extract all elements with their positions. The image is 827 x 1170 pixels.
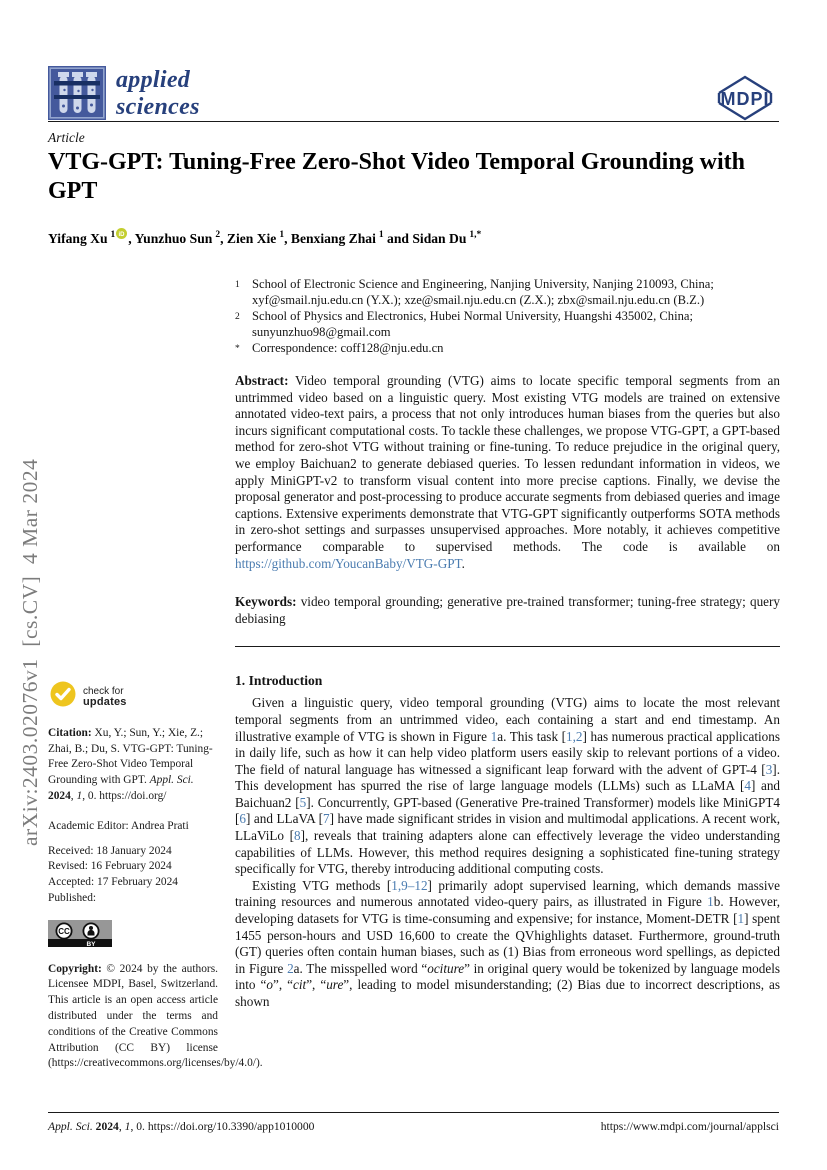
- author-name: Sidan Du: [412, 231, 467, 246]
- figure-ref-link[interactable]: 2: [287, 960, 294, 976]
- body-text: ] has numerous practical applications in daily life, such as how it can help video platform users easily skip to relevant portions of a video. The field of natural language has witnessed a significant leap forward with the advent of GPT-4 [: [235, 728, 781, 777]
- author-separator: ,: [220, 231, 227, 246]
- section-divider: [235, 646, 780, 647]
- citation-ref-link[interactable]: 5: [299, 794, 307, 810]
- author-affil-sup: 1,*: [469, 230, 482, 241]
- citation-ref-link[interactable]: 3: [765, 761, 773, 777]
- citation-ref-link[interactable]: 1: [737, 911, 745, 927]
- figure-ref-link[interactable]: 1: [490, 728, 498, 744]
- author-name: Yifang Xu: [48, 231, 108, 246]
- academic-editor: Academic Editor: Andrea Prati: [48, 819, 189, 832]
- citation-block: Citation: Xu, Y.; Sun, Y.; Xie, Z.; Zhai, B.; Du, S. VTG-GPT: Tuning-Free Zero-Shot Video Temporal Grounding with GPT. Appl. Sci. 2024, 1, 0. https://doi.org/: [48, 726, 213, 802]
- affiliation-list: [235, 276, 780, 357]
- abstract-section: [235, 373, 780, 572]
- affiliation-item: [235, 340, 780, 357]
- citation-ref-link[interactable]: 7: [323, 811, 330, 827]
- footer-divider: [48, 1112, 779, 1113]
- affiliation-marker: 1: [235, 280, 240, 290]
- journal-name: [116, 66, 200, 121]
- body-text: ]. This development has spurred the rise of large language models (LLMs) such as LLaMA [: [235, 761, 780, 794]
- author-affil-sup: 1: [279, 230, 285, 241]
- by-text: BY: [86, 940, 96, 947]
- author-affil-sup: 2: [215, 230, 221, 241]
- abstract-label: Abstract:: [235, 373, 289, 388]
- quoted-word: ociture: [427, 960, 465, 976]
- svg-text:iD: iD: [118, 232, 125, 238]
- orcid-icon[interactable]: [116, 227, 127, 243]
- affiliation-text: School of Electronic Science and Engineering, Nanjing University, Nanjing 210093, China; xyf@smail.nju.edu.cn (Y.X.); xze@smail.nju.edu.cn (Z.X.); zbx@smail.nju.edu.cn (B.Z.): [252, 277, 714, 307]
- citation-ref-link[interactable]: 1,9–12: [391, 877, 428, 893]
- main-column: [235, 276, 780, 1011]
- body-text: ” in original query would be tokenized by language models into “: [235, 960, 781, 993]
- affiliation-text: School of Physics and Electronics, Hubei Normal University, Huangshi 435002, China; sunyunzhuo98@gmail.com: [252, 309, 693, 339]
- affiliation-item: [235, 308, 780, 340]
- quoted-word: cit: [293, 977, 307, 993]
- citation-ref-link[interactable]: 8: [294, 828, 301, 844]
- applied-sciences-logo-icon: [48, 66, 106, 125]
- section-heading-introduction: 1. Introduction: [235, 673, 323, 689]
- keywords-text: video temporal grounding; generative pre-trained transformer; tuning-free strategy; query debiasing: [235, 594, 780, 626]
- page-title: VTG-GPT: Tuning-Free Zero-Shot Video Temporal Grounding with GPT: [48, 149, 746, 204]
- sidebar-column: [48, 681, 263, 1072]
- body-text: Given a linguistic query, video temporal grounding (VTG) aims to locate the most relevant temporal segments from an untrimmed video, each containing a start and end timestamp. An illustrative example of VTG is shown in Figure: [235, 695, 780, 744]
- affiliation-item: [235, 276, 780, 308]
- body-text: ]. Concurrently, GPT-based (Generative Pre-trained Transformer) models like MiniGPT4 [: [235, 794, 780, 827]
- author-separator: ,: [284, 231, 291, 246]
- person-icon: [89, 926, 93, 930]
- body-text: ] spent 1455 person-hours and USD 16,600 to create the QVhighlights dataset. Furthermore, ground-truth (GT) queries often contain human biases, such as (1) Bias from erroneous word spellings, as depicted in Figure: [235, 911, 780, 976]
- check-icon: [50, 681, 76, 713]
- body-text: ] have made significant strides in vision and multimodal applications. A recent work, LLaViLo [: [235, 811, 781, 844]
- figure-ref-link[interactable]: 1: [707, 894, 714, 910]
- check-for-updates-badge[interactable]: [50, 681, 218, 713]
- body-text: ] primarily adopt supervised learning, which demands massive training resources and numerous annotated video-query pairs, as illustrated in Figure: [235, 877, 781, 910]
- author-name: Benxiang Zhai: [290, 231, 376, 246]
- body-text: Existing VTG methods [: [252, 877, 392, 893]
- affiliation-marker: *: [235, 344, 240, 354]
- body-text: ”, leading to model misunderstanding; (2) Bias due to incorrect descriptions, as shown: [235, 977, 780, 1009]
- body-text: ], reveals that training adapters alone can effectively leverage the video understanding capabilities of LLMs. However, this method requires designing a sophisticated fine-tuning strategy specifically for VTG, thereby introducing additional computing costs.: [235, 828, 781, 877]
- arxiv-stamp: arXiv:2403.02076v1 [cs.CV] 4 Mar 2024: [18, 458, 42, 846]
- quoted-word: ure: [326, 977, 344, 993]
- body-text: ] and LLaVA [: [246, 811, 324, 827]
- abstract-text: Video temporal grounding (VTG) aims to locate specific temporal segments from an untrimmed video based on a linguistic query. Most existing VTG models are trained on extensive annotated video-text pairs, a process that not only introduces human biases from the queries but also incurs significant computational costs. To tackle these challenges, we propose VTG-GPT, a GPT-based method for zero-shot VTG without training or fine-tuning. To reduce prejudice in the original query, we employ Baichuan2 to generate debiased queries. To lessen redundant information in videos, we apply MiniGPT-v2 to transform visual content into more precise captions. Finally, we devise the proposal generator and post-processing to produce accurate segments from debiased queries and image captions. Extensive experiments demonstrate that VTG-GPT significantly outperforms SOTA methods in zero-shot settings and surpasses unsupervised approaches. More notably, it achieves competitive performance comparable to supervised methods. The code is available on: [235, 373, 780, 554]
- body-text: b. However, developing datasets for VTG is time-consuming and expensive; for instance, Moment-DETR [: [235, 894, 780, 927]
- author-affil-sup: 1: [110, 230, 116, 241]
- footer: [48, 1120, 779, 1133]
- keywords-label: Keywords:: [235, 594, 297, 610]
- intro-paragraph-1: [235, 695, 780, 878]
- author-line: [48, 227, 481, 247]
- revised-date: Revised: 16 February 2024: [48, 860, 172, 873]
- quoted-word: o: [266, 977, 273, 993]
- journal-logo: [48, 66, 200, 125]
- body-text: a. This task [: [497, 728, 567, 744]
- author-separator: ,: [128, 231, 135, 246]
- citation-ref-link[interactable]: 6: [239, 811, 246, 827]
- citation-ref-link[interactable]: 1,2: [566, 728, 583, 744]
- journal-name-line1: applied: [116, 67, 191, 93]
- cc-text: CC: [58, 926, 70, 936]
- body-text: a. The misspelled word “: [293, 960, 428, 976]
- accepted-date: Accepted: 17 February 2024: [48, 876, 179, 889]
- header-divider: [48, 121, 779, 122]
- citation-ref-link[interactable]: 4: [744, 778, 751, 794]
- affiliation-marker: 2: [235, 312, 240, 322]
- article-history: [48, 844, 218, 907]
- author-name: Zien Xie: [226, 231, 277, 246]
- footer-citation: Appl. Sci. 2024, 1, 0. https://doi.org/10.3390/app1010000: [48, 1120, 315, 1133]
- body-text: ”, “: [306, 977, 327, 993]
- intro-paragraph-2: [235, 878, 780, 1011]
- abstract-text-end: .: [461, 555, 465, 571]
- copyright-block: Copyright: © 2024 by the authors. Licensee MDPI, Basel, Switzerland. This article is an open access article distributed under the terms and conditions of the Creative Commons Attribution (CC BY) license (https://creativecommons.org/licenses/by/4.0/).: [48, 962, 263, 1070]
- author-separator: and: [383, 231, 413, 246]
- copyright-label: Copyright:: [48, 962, 102, 975]
- article-type-label: Article: [48, 130, 85, 145]
- published-date: Published:: [48, 891, 97, 904]
- keywords-section: [235, 594, 780, 627]
- cc-by-badge[interactable]: [48, 920, 218, 953]
- author-name: Yunzhuo Sun: [134, 231, 213, 246]
- check-for-updates-label: check for updates: [83, 685, 127, 708]
- mdpi-logo: [709, 73, 781, 128]
- journal-name-line2: sciences: [116, 94, 200, 120]
- body-text: ”, “: [272, 977, 293, 993]
- footer-journal-url[interactable]: https://www.mdpi.com/journal/applsci: [600, 1120, 779, 1133]
- received-date: Received: 18 January 2024: [48, 844, 172, 857]
- code-repository-link[interactable]: https://github.com/YoucanBaby/VTG-GPT: [235, 555, 462, 571]
- author-affil-sup: 1: [378, 230, 384, 241]
- body-text: ] and Baichuan2 [: [235, 778, 781, 810]
- mdpi-logo-text: MDPI: [720, 89, 770, 109]
- affiliation-text: Correspondence: coff128@nju.edu.cn: [252, 341, 444, 355]
- citation-label: Citation:: [48, 726, 92, 739]
